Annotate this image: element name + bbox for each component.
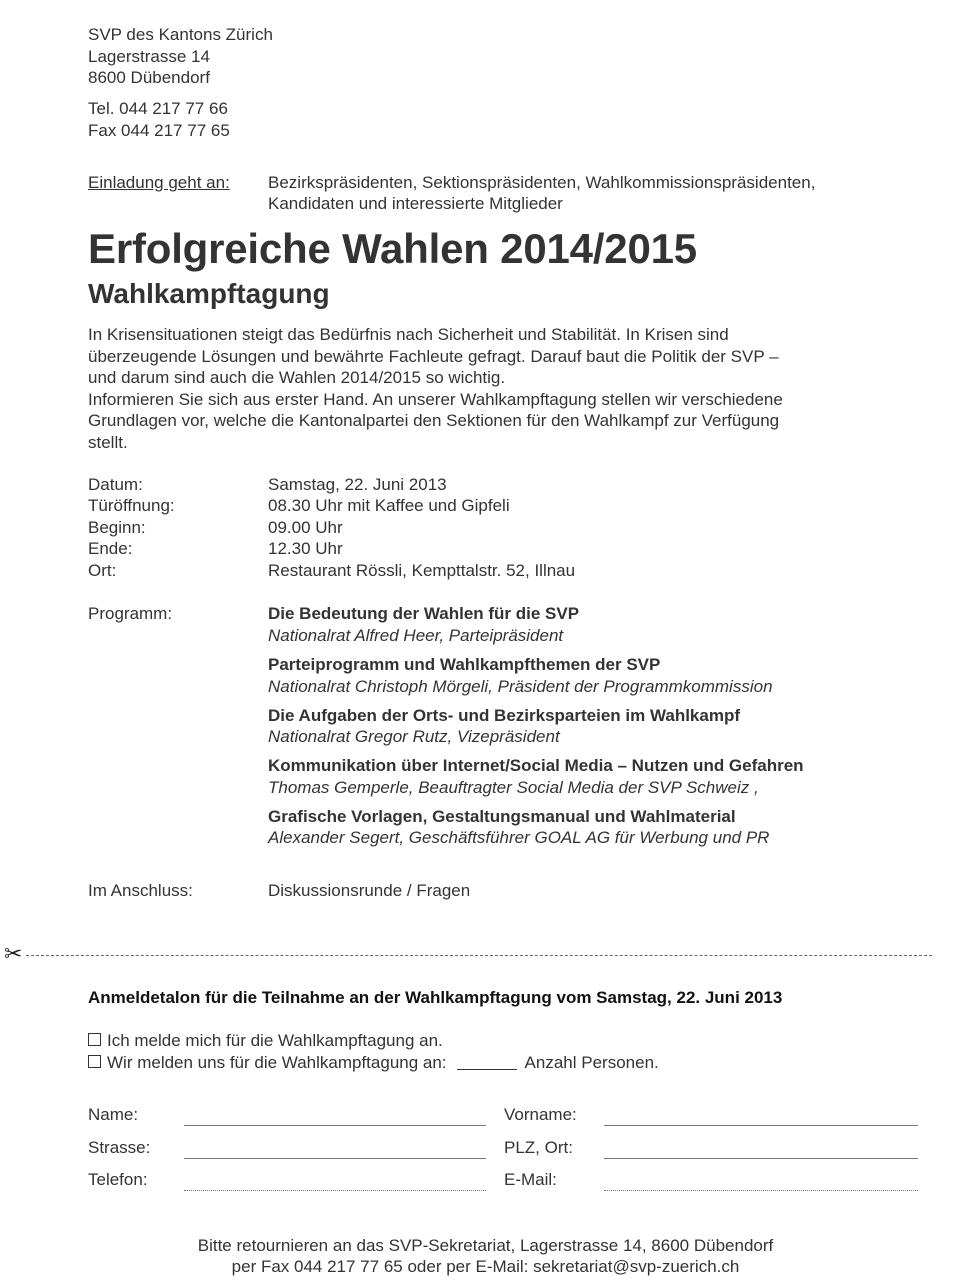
program-item-speaker: Nationalrat Alfred Heer, Parteipräsident — [268, 626, 564, 645]
footer-line-2: per Fax 044 217 77 65 oder per E-Mail: sekretariat@svp-zuerich.ch — [231, 1257, 740, 1276]
name-label: Name: — [88, 1105, 139, 1124]
scissors-icon: ✂ — [4, 941, 23, 966]
detail-value-date: Samstag, 22. Juni 2013 — [268, 475, 447, 494]
intro-line: In Krisensituationen steigt das Bedürfnis nach Sicherheit und Stabilität. In Krisen sind — [88, 325, 729, 344]
detail-label-start: Beginn: — [88, 518, 146, 537]
strasse-label: Strasse: — [88, 1138, 151, 1157]
option-individual-label: Ich melde mich für die Wahlkampftagung an. — [107, 1031, 443, 1050]
program-item-title: Die Bedeutung der Wahlen für die SVP — [268, 604, 580, 623]
intro-text — [88, 324, 868, 453]
program-item-speaker: Nationalrat Christoph Mörgeli, Präsident der Programmkommission — [268, 677, 773, 696]
page-subtitle: Wahlkampftagung — [88, 278, 330, 309]
email-label: E-Mail: — [504, 1170, 557, 1189]
strasse-field[interactable] — [184, 1158, 486, 1159]
sender-tel: Tel. 044 217 77 66 — [88, 99, 228, 118]
checkbox-icon[interactable] — [88, 1033, 101, 1046]
invitation-line-2: Kandidaten und interessierte Mitglieder — [268, 194, 563, 213]
program-label: Programm: — [88, 604, 173, 623]
sender-fax: Fax 044 217 77 65 — [88, 121, 230, 140]
program-item-title: Kommunikation über Internet/Social Media – Nutzen und Gefahren — [268, 756, 804, 775]
page-title: Erfolgreiche Wahlen 2014/2015 — [88, 225, 697, 272]
detail-label-location: Ort: — [88, 561, 117, 580]
program-item-speaker: Alexander Segert, Geschäftsführer GOAL AG für Werbung und PR — [268, 828, 770, 847]
option-individual[interactable] — [88, 1030, 443, 1052]
intro-line: Grundlagen vor, welche die Kantonalpartei den Sektionen für den Wahlkampf zur Verfügung — [88, 411, 780, 430]
invitation-line-1: Bezirkspräsidenten, Sektionspräsidenten, Wahlkommissionspräsidenten, — [268, 173, 816, 192]
intro-line: überzeugende Lösungen und bewährte Fachleute gefragt. Darauf baut die Politik der SVP – — [88, 346, 779, 366]
name-field[interactable] — [184, 1125, 486, 1126]
vorname-label: Vorname: — [504, 1105, 577, 1124]
program-item-speaker: Nationalrat Gregor Rutz, Vizepräsident — [268, 727, 560, 746]
intro-line: Informieren Sie sich aus erster Hand. An unserer Wahlkampftagung stellen wir verschiedene — [88, 389, 783, 409]
detail-value-location: Restaurant Rössli, Kempttalstr. 52, Illnau — [268, 561, 576, 580]
sender-org: SVP des Kantons Zürich — [88, 25, 273, 44]
telefon-label: Telefon: — [88, 1170, 148, 1189]
cut-line — [26, 955, 932, 956]
detail-label-doors: Türöffnung: — [88, 496, 175, 515]
invitation-label: Einladung geht an: — [88, 173, 230, 192]
detail-label-date: Datum: — [88, 475, 143, 494]
person-count-field[interactable] — [457, 1054, 517, 1070]
followup-value: Diskussionsrunde / Fragen — [268, 881, 471, 900]
plz-label: PLZ, Ort: — [504, 1138, 573, 1157]
detail-value-end: 12.30 Uhr — [268, 539, 343, 558]
option-group-suffix: Anzahl Personen. — [524, 1053, 659, 1072]
option-group[interactable] — [88, 1052, 659, 1074]
intro-line: stellt. — [88, 432, 128, 452]
checkbox-icon[interactable] — [88, 1055, 101, 1068]
sender-street: Lagerstrasse 14 — [88, 47, 210, 66]
followup-label: Im Anschluss: — [88, 881, 193, 900]
detail-value-start: 09.00 Uhr — [268, 518, 343, 537]
program-item-title: Die Aufgaben der Orts- und Bezirksparteien im Wahlkampf — [268, 706, 740, 725]
sender-city: 8600 Dübendorf — [88, 68, 210, 87]
email-field[interactable] — [604, 1190, 918, 1191]
program-item-speaker: Thomas Gemperle, Beauftragter Social Media der SVP Schweiz , — [268, 778, 759, 797]
intro-line: und darum sind auch die Wahlen 2014/2015 so wichtig. — [88, 368, 506, 387]
detail-value-doors: 08.30 Uhr mit Kaffee und Gipfeli — [268, 496, 510, 515]
detail-label-end: Ende: — [88, 539, 133, 558]
telefon-field[interactable] — [184, 1190, 486, 1191]
form-title: Anmeldetalon für die Teilnahme an der Wahlkampftagung vom Samstag, 22. Juni 2013 — [88, 988, 783, 1007]
plz-field[interactable] — [604, 1158, 918, 1159]
footer-line-1: Bitte retournieren an das SVP-Sekretariat, Lagerstrasse 14, 8600 Dübendorf — [197, 1236, 774, 1255]
program-item-title: Grafische Vorlagen, Gestaltungsmanual und Wahlmaterial — [268, 807, 736, 826]
option-group-label: Wir melden uns für die Wahlkampftagung an: — [107, 1053, 447, 1072]
vorname-field[interactable] — [604, 1125, 918, 1126]
program-item-title: Parteiprogramm und Wahlkampfthemen der SVP — [268, 655, 661, 674]
